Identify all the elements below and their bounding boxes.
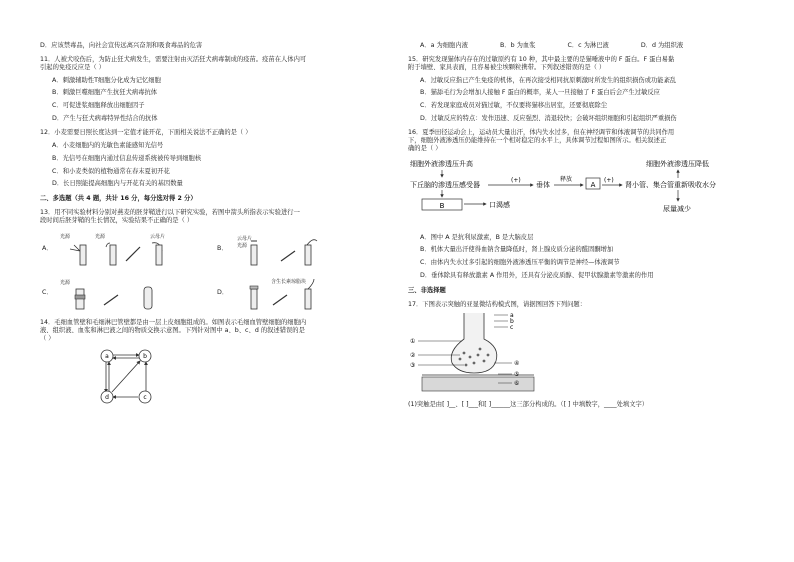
light-label: 光源 xyxy=(237,242,248,249)
right-column xyxy=(408,42,763,409)
coleoptile-figure-a xyxy=(40,231,215,269)
coleoptile-figure-b xyxy=(215,231,390,269)
light-label: 光源 xyxy=(95,233,106,240)
release-label: 释放 xyxy=(560,175,573,183)
q11-stem-line2: 引起的免疫反应是（ ） xyxy=(40,63,105,71)
q13-figure-c xyxy=(40,275,215,313)
left-column xyxy=(40,42,390,410)
q14-stem-line2: 液、组织液、血浆和淋巴液之间的物质交换示意图。下列针对图中 a、b、c、d 的叙述错误的是 xyxy=(40,326,305,334)
q12-option-c: C．和小麦类似的植物通常在春末夏初开花 xyxy=(52,167,170,175)
q17-part1: (1)突触是由[ ]__、[ ]___和[ ]______这三部分构成的。（[ ] 中填数字，____处填文字） xyxy=(408,400,649,408)
mica-label: 云母片 xyxy=(150,233,166,240)
q15-stem-line1: 15．研究发现猫体内存在的过敏原约有 10 种，其中最主要的是猫唾液中的 F 蛋白。F 蛋白易黏 xyxy=(408,55,675,63)
syn-label-3: ③ xyxy=(410,361,416,369)
syn-label-a: a xyxy=(510,311,514,319)
light-label: 光源 xyxy=(60,279,71,286)
q12-option-d: D．长日照能提高细胞内与开花有关的基因数量 xyxy=(52,180,183,188)
q10-option-d: D．应该禁毒品，向社会宣传远离兴奋剂和吸食毒品的危害 xyxy=(40,42,203,49)
node-a-label: a xyxy=(105,353,109,361)
q12-option-a: A．小麦细胞内的光敏色素能感知光信号 xyxy=(52,141,164,149)
coleoptile-figure-d xyxy=(215,275,390,313)
q15-option-a: A．过敏反应指已产生免疫的机体，在再次接受相同抗原刺激时所发生的组织损伤或功能紊乱 xyxy=(420,76,677,84)
node-c-label: c xyxy=(143,394,147,402)
q13-figure-d xyxy=(215,275,390,313)
q14-stem-line1: 14．毛细血管壁和毛细淋巴管壁都是由一层上皮细胞组成的。如图表示毛细血管壁细胞的细胞内 xyxy=(40,318,307,326)
q13-figure-a xyxy=(40,231,215,269)
agar-label: 含生长素琼脂块 xyxy=(271,278,307,285)
node-d-label: d xyxy=(105,394,109,402)
thirst-label: 口渴感 xyxy=(489,200,510,209)
q11-option-c: C．可促进浆细胞释放出细胞因子 xyxy=(52,102,145,110)
q16-option-b: B．机体大量出汗使得血钠含量降低时，肾上腺皮质分泌的醛固酮增加 xyxy=(420,246,614,254)
q16-option-a: A．图中 A 是抗利尿激素，B 是大脑皮层 xyxy=(420,233,534,241)
q14-stem-line3: （ ） xyxy=(40,334,55,342)
q16-stem-line2: 下，细胞外液渗透压仍能维持在一个相对稳定的水平上，具体调节过程如图所示。相关叙述正 xyxy=(408,136,667,144)
q14-option-d: D．d 为组织液 xyxy=(640,42,684,49)
q14-option-a: A．a 为细胞内液 xyxy=(420,42,468,49)
plus-label-1: (+) xyxy=(511,176,521,184)
syn-label-1: ① xyxy=(410,337,416,345)
q11-stem-line1: 11．人被犬咬伤后，为防止狂犬病发生，需要注射由灭活狂犬病毒制成的疫苗。疫苗在人体内可 xyxy=(40,55,307,63)
q13-figure-b xyxy=(215,231,390,269)
q13-stem-line2: 段时间后胚芽鞘的生长情况，实验结果不正确的是（ ） xyxy=(40,217,194,225)
node-b-label: b xyxy=(143,353,147,361)
q14-options xyxy=(408,42,763,50)
syn-label-4: ④ xyxy=(514,359,520,367)
q17-stem: 17．下图表示突触的亚显微结构模式图，请据图回答下列问题： xyxy=(408,300,587,308)
figure-label-d: D． xyxy=(217,288,229,296)
q16-option-c: C．由体内失水过多引起的细胞外液渗透压平衡的调节是神经—体液调节 xyxy=(420,259,620,267)
synapse-diagram xyxy=(408,311,538,395)
section-2-heading: 二、多选题（共 4 题，共计 16 分，每分选对得 2 分） xyxy=(40,195,197,203)
syn-label-c: c xyxy=(510,323,514,331)
osmotic-rise-label: 细胞外液渗透压升高 xyxy=(410,159,473,168)
syn-label-5: ⑤ xyxy=(514,370,520,378)
urine-label: 尿量减少 xyxy=(663,204,691,213)
q11-option-b: B．刺激巨噬细胞产生抗狂犬病毒抗体 xyxy=(52,89,158,97)
figure-label-b: B． xyxy=(217,244,228,252)
light-label: 光源 xyxy=(60,233,71,240)
q16-stem-line1: 16．夏季田径运动会上，运动员大量出汗，体内失水过多，但在神经调节和体液调节的共同作用 xyxy=(408,129,675,137)
cortex-b-label: B xyxy=(439,201,445,210)
q13-stem-line1: 13．用不同实验材料分别对燕麦的胚芽鞘进行以下研究实验，若图中箭头所指表示实验进行一 xyxy=(40,209,300,217)
q13-figures-row2 xyxy=(40,275,390,313)
coleoptile-figure-c xyxy=(40,275,215,313)
q14-option-c: C．c 为淋巴液 xyxy=(567,42,609,49)
pituitary-label: 垂体 xyxy=(536,180,550,189)
syn-label-2: ② xyxy=(410,351,416,359)
q12-option-b: B．光信号在细胞内通过信息传递系统被传导到细胞核 xyxy=(52,154,202,162)
figure-label-a: A． xyxy=(42,244,53,252)
fluid-exchange-diagram xyxy=(98,346,218,410)
q15-option-b: B．猫舔毛行为会增加人接触 F 蛋白的概率，某人一旦接触了 F 蛋白后会产生过敏反应 xyxy=(420,89,660,97)
q16-option-d: D．垂体除具有释放激素 A 作用外，还具有分泌皮质醇、促甲状腺激素等激素的作用 xyxy=(420,272,654,280)
syn-label-b: b xyxy=(510,317,514,325)
section-3-heading: 三、非选择题 xyxy=(408,287,446,295)
figure-label-c: C． xyxy=(42,288,53,296)
kidney-label: 肾小管、集合管重新吸收水分 xyxy=(625,180,716,189)
q12-stem: 12．小麦需要日照长度达到一定值才能开花，下面相关说法不正确的是（ ） xyxy=(40,129,252,137)
q15-option-d: D．过敏反应的特点：发作迅速、反应强烈、消退较快；会破坏组织细胞和引起组织严重损伤 xyxy=(420,115,677,123)
hormone-a-label: A xyxy=(590,180,596,189)
syn-label-6: ⑥ xyxy=(514,379,520,387)
q13-figures-row1 xyxy=(40,231,390,269)
q15-option-c: C．若发现家庭成员对猫过敏，不仅要将猫移出居室，还要彻底除尘 xyxy=(420,102,608,110)
mica-label: 云母片 xyxy=(237,235,253,242)
osmotic-regulation-diagram xyxy=(408,157,763,229)
q16-stem-line3: 确的是（ ） xyxy=(408,144,442,152)
q14-option-b: B．b 为血浆 xyxy=(499,42,536,49)
q11-option-a: A．刺激辅助性T细胞分化成为记忆细胞 xyxy=(52,76,161,84)
plus-label-2: (+) xyxy=(604,176,614,184)
q15-stem-line2: 附于墙壁、家具表面，且容易被尘埃颗粒携带。下列叙述错误的是（ ） xyxy=(408,63,606,71)
q11-option-d: D．产生与狂犬病毒特异性结合的抗体 xyxy=(52,115,158,123)
osmotic-fall-label: 细胞外液渗透压降低 xyxy=(646,159,709,168)
receptor-label: 下丘脑的渗透压感受器 xyxy=(410,180,480,189)
